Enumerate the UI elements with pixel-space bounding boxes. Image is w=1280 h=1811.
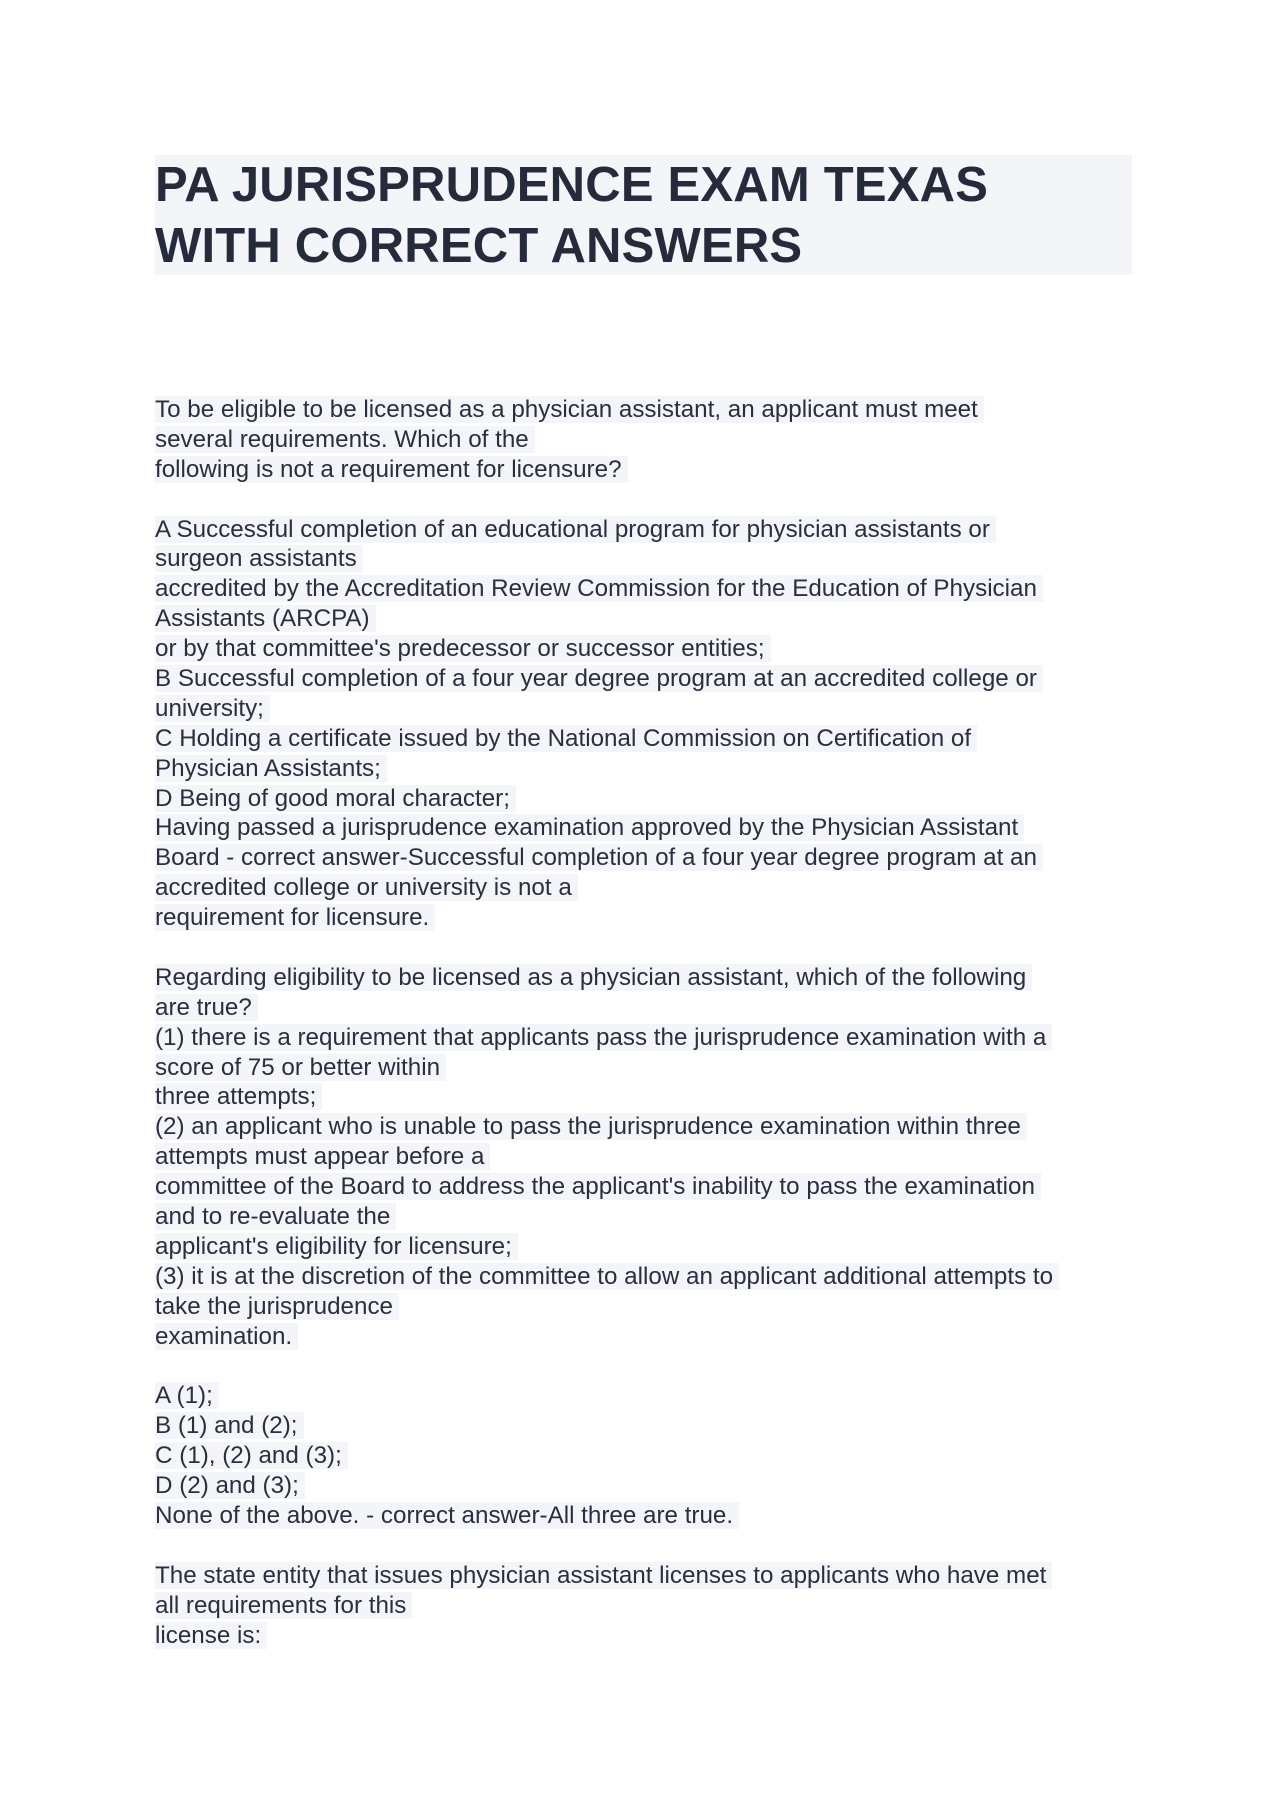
document-body [155,395,1145,1650]
text-line-content: C (1), (2) and (3); [155,1442,348,1469]
text-line-content: A Successful completion of an educational program for physician assistants or [155,516,996,543]
text-line [155,813,1145,843]
text-line [155,903,1145,933]
text-line-content: Regarding eligibility to be licensed as a physician assistant, which of the following [155,964,1032,991]
text-line-content: To be eligible to be licensed as a physician assistant, an applicant must meet [155,396,984,423]
text-line-content: following is not a requirement for licensure? [155,456,628,483]
text-line [155,664,1145,694]
text-line-content: all requirements for this [155,1592,412,1619]
text-line [155,1232,1145,1262]
text-line [155,395,1145,425]
text-line-content: None of the above. - correct answer-All three are true. [155,1502,739,1529]
text-line-content: and to re-evaluate the [155,1203,396,1230]
text-line [155,1591,1145,1621]
paragraph [155,1381,1145,1530]
title-line-2: WITH CORRECT ANSWERS [155,219,803,273]
text-line-content: D Being of good moral character; [155,785,516,812]
text-line [155,1381,1145,1411]
text-line-content: (1) there is a requirement that applicants pass the jurisprudence examination with a [155,1024,1052,1051]
text-line [155,1471,1145,1501]
paragraph-gap [155,485,1145,515]
text-line-content: accredited college or university is not a [155,874,578,901]
text-line [155,1411,1145,1441]
text-line-content: (2) an applicant who is unable to pass the jurisprudence examination within three [155,1113,1027,1140]
text-line-content: C Holding a certificate issued by the National Commission on Certification of [155,725,977,752]
text-line [155,694,1145,724]
text-line-content: surgeon assistants [155,545,363,572]
text-line-content: Assistants (ARCPA) [155,605,376,632]
text-line-content: university; [155,695,270,722]
text-line [155,754,1145,784]
text-line-content: The state entity that issues physician assistant licenses to applicants who have met [155,1562,1052,1589]
text-line-content: several requirements. Which of the [155,426,535,453]
text-line [155,1441,1145,1471]
text-line [155,1292,1145,1322]
text-line [155,544,1145,574]
paragraph-gap [155,933,1145,963]
paragraph-gap [155,1352,1145,1382]
text-line [155,963,1145,993]
text-line-content: three attempts; [155,1083,322,1110]
text-line [155,843,1145,873]
text-line [155,873,1145,903]
document-title [155,155,1132,275]
text-line-content: B Successful completion of a four year degree program at an accredited college or [155,665,1043,692]
text-line-content: license is: [155,1622,267,1649]
text-line-content: take the jurisprudence [155,1293,399,1320]
text-line-content: Board - correct answer-Successful completion of a four year degree program at an [155,844,1043,871]
paragraph [155,1561,1145,1651]
text-line-content: A (1); [155,1382,219,1409]
text-line [155,993,1145,1023]
text-line-content: Physician Assistants; [155,755,387,782]
text-line [155,1142,1145,1172]
text-line-content: score of 75 or better within [155,1054,446,1081]
text-line [155,1023,1145,1053]
paragraph [155,395,1145,485]
title-line-1: PA JURISPRUDENCE EXAM TEXAS [155,158,989,212]
paragraph [155,515,1145,933]
text-line [155,634,1145,664]
text-line [155,1172,1145,1202]
text-line [155,784,1145,814]
text-line [155,1561,1145,1591]
text-line-content: D (2) and (3); [155,1472,305,1499]
text-line-content: committee of the Board to address the applicant's inability to pass the examination [155,1173,1041,1200]
text-line-content: accredited by the Accreditation Review Commission for the Education of Physician [155,575,1043,602]
text-line [155,1202,1145,1232]
text-line-content: Having passed a jurisprudence examination approved by the Physician Assistant [155,814,1024,841]
paragraph [155,963,1145,1352]
text-line-content: B (1) and (2); [155,1412,304,1439]
text-line-content: (3) it is at the discretion of the committee to allow an applicant additional attempts to [155,1263,1059,1290]
text-line [155,1053,1145,1083]
text-line [155,724,1145,754]
text-line-content: attempts must appear before a [155,1143,490,1170]
text-line-content: examination. [155,1323,298,1350]
text-line-content: requirement for licensure. [155,904,435,931]
text-line [155,425,1145,455]
text-line [155,1082,1145,1112]
paragraph-gap [155,1531,1145,1561]
text-line [155,515,1145,545]
text-line [155,574,1145,604]
text-line [155,1501,1145,1531]
text-line [155,1322,1145,1352]
text-line [155,1262,1145,1292]
text-line [155,1112,1145,1142]
text-line-content: are true? [155,994,258,1021]
text-line [155,455,1145,485]
text-line [155,1621,1145,1651]
text-line-content: applicant's eligibility for licensure; [155,1233,518,1260]
text-line-content: or by that committee's predecessor or successor entities; [155,635,771,662]
text-line [155,604,1145,634]
